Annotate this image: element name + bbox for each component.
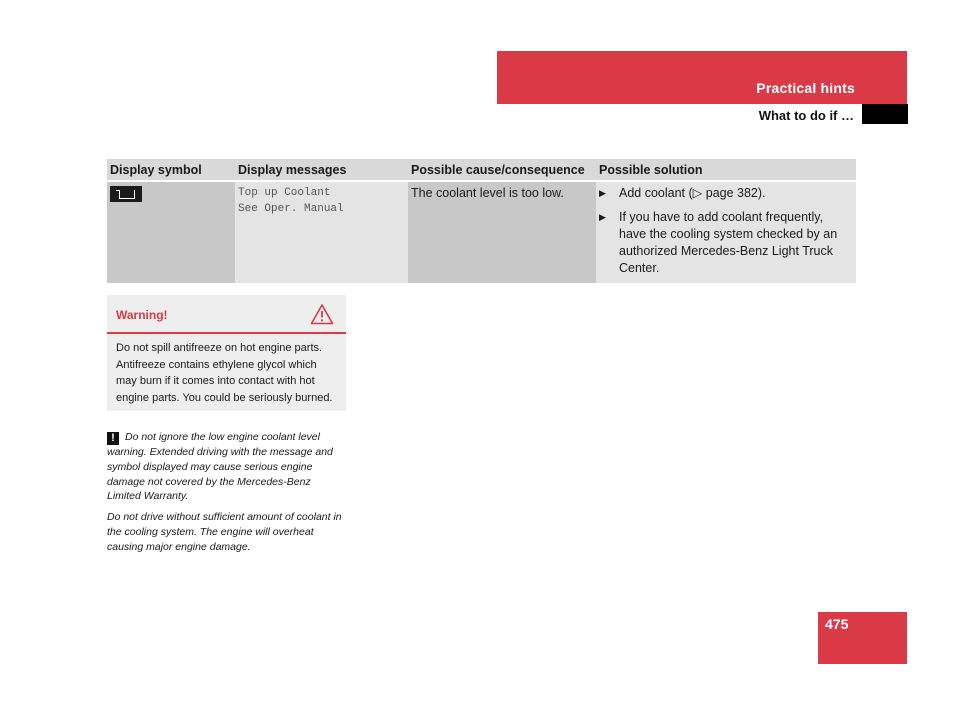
chapter-tab-marker	[862, 104, 908, 124]
display-symbol-cell	[107, 182, 235, 283]
display-message-line: Top up Coolant	[238, 187, 331, 199]
column-header-display-messages: Display messages	[235, 159, 408, 182]
column-header-possible-cause: Possible cause/consequence	[408, 159, 596, 182]
table-row	[107, 182, 856, 283]
caution-note	[107, 430, 347, 504]
table-header-row	[107, 159, 856, 182]
triangle-bullet-icon: ▶	[599, 188, 606, 198]
solution-text: Add coolant (▷ page 382).	[619, 186, 766, 200]
page-number: 475	[825, 616, 849, 632]
header-band	[497, 51, 907, 104]
section-title: Practical hints	[756, 80, 855, 96]
coolant-level-icon	[110, 186, 142, 202]
triangle-bullet-icon: ▶	[599, 212, 606, 222]
warning-text: Do not spill antifreeze on hot engine parts. Antifreeze contains ethylene glycol which may burn if it comes into contact with hot engine parts. You could be seriously burned.	[116, 342, 333, 404]
display-messages-table	[107, 159, 856, 283]
page-number-box	[818, 612, 907, 664]
caution-note-text: Do not ignore the low engine coolant level warning. Extended driving with the message and symbol displayed may cause serious engine damage not covered by the Mercedes-Benz Limited Warranty.	[107, 431, 333, 503]
warning-box	[107, 295, 346, 411]
column-header-display-symbol: Display symbol	[107, 159, 235, 182]
warning-title: Warning!	[116, 308, 168, 322]
possible-cause-cell	[408, 182, 596, 283]
possible-cause-text: The coolant level is too low.	[411, 186, 564, 200]
warning-header	[107, 295, 346, 334]
subsection-title: What to do if …	[758, 108, 854, 123]
solution-text: If you have to add coolant frequently, have the cooling system checked by an authorized Mercedes-Benz Light Truck Center.	[619, 210, 838, 275]
exclamation-icon: !	[107, 432, 119, 445]
solution-item	[599, 185, 853, 202]
display-messages-cell	[235, 182, 408, 283]
caution-note-continued: Do not drive without sufficient amount of coolant in the cooling system. The engine will overheat causing major engine damage.	[107, 511, 342, 553]
column-header-possible-solution: Possible solution	[596, 159, 856, 182]
warning-triangle-icon	[310, 303, 334, 330]
possible-solution-cell	[596, 182, 856, 283]
solution-item	[599, 209, 853, 277]
display-message-line: See Oper. Manual	[238, 203, 344, 215]
